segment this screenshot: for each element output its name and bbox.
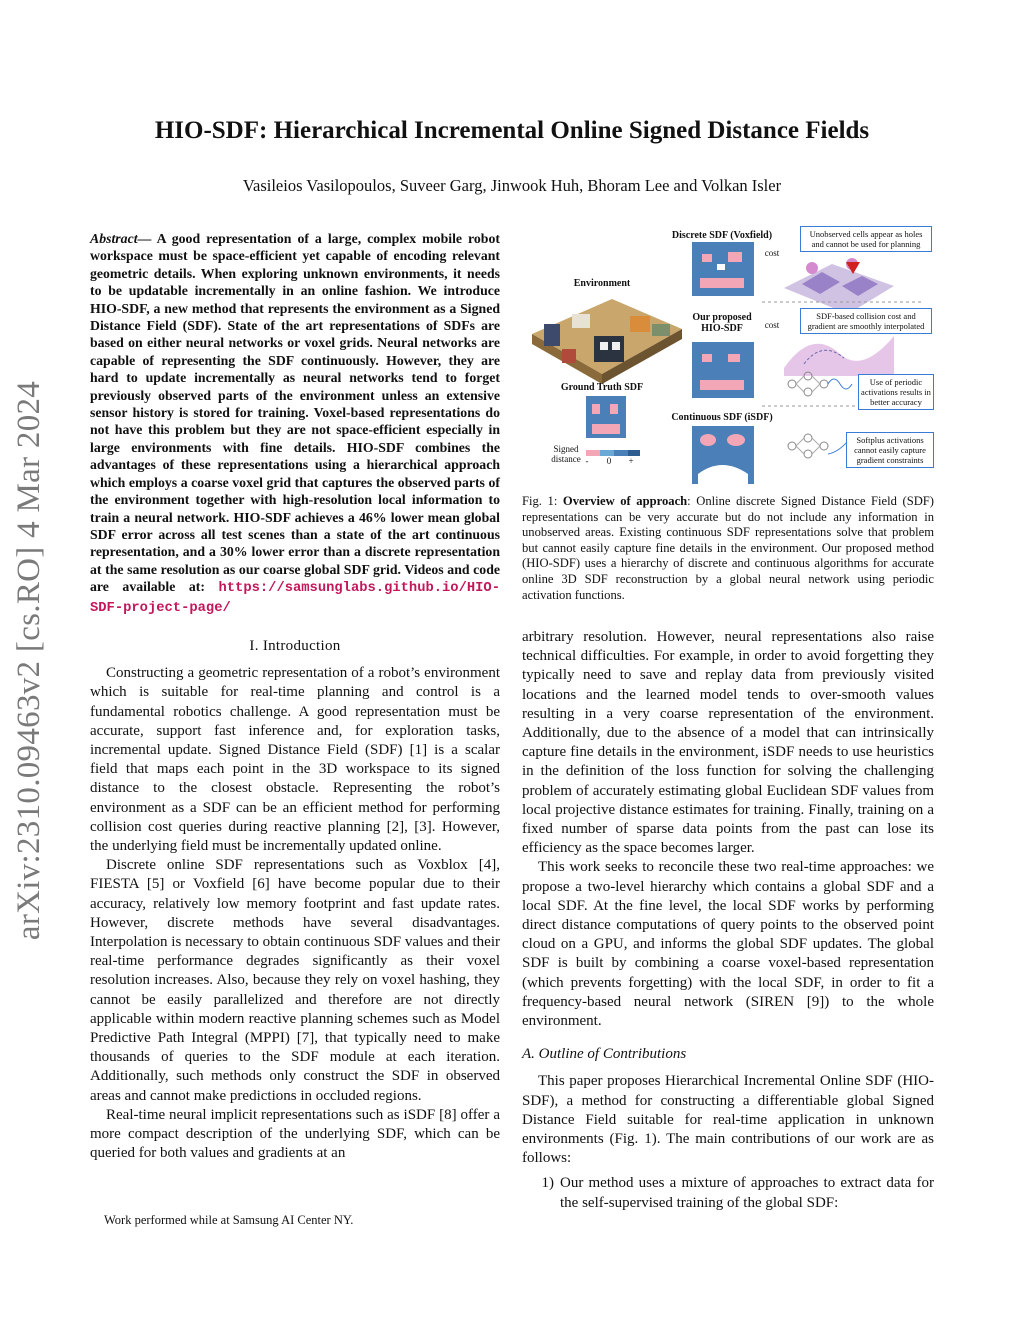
discrete-sdf-map (692, 242, 754, 296)
abstract (90, 230, 500, 617)
figure-caption (522, 494, 934, 603)
label-cost-1: cost (764, 248, 780, 258)
cost-surface-proposed (784, 336, 894, 376)
network-diagram-softplus (788, 434, 852, 458)
intro-paragraph-4: arbitrary resolution. However, neural representations also raise technical difficulties. For example, in order to avoid forgetting they typically need to save and replay data from previously visited locations and the learned model tends to over-smooth values resulting in a very coarse representation of the environment. Additionally, due to the absence of a model that can intrinsically capture fine details in the environment, iSDF needs to use heuristics in the definition of the loss function for solving the challenging problem of accurately estimating global Euclidean SDF values from local projective distance estimates for training. Finally, training on a fixed number of sparse data points from the past can lose its efficiency as the space becomes larger. (522, 629, 934, 857)
note-unobserved-cells: Unobserved cells appear as holes and cannot be used for planning (800, 226, 932, 252)
label-environment: Environment (573, 278, 631, 289)
caption-text: : Online discrete Signed Distance Field (SDF) representations can be very accurate but do not include any information in unobserved areas. Existing continuous SDF representations solve that problem but cannot easily capture fine details in the environment. Our proposed method (HIO-SDF) uses a hierarchy of discrete and continuous algorithms for accurate online 3D SDF reconstruction by a global neural network using periodic activation functions. (522, 494, 934, 602)
note-softplus-activations: Softplus activations cannot easily capture gradient constraints (846, 432, 934, 468)
author-list: Vasileios Vasilopoulos, Suveer Garg, Jinwook Huh, Bhoram Lee and Volkan Isler (242, 176, 782, 195)
section-heading-introduction: I. Introduction (249, 637, 341, 654)
colorbar-minus: - (585, 456, 589, 466)
contributions-paragraph: This paper proposes Hierarchical Incremental Online SDF (HIO-SDF), a method for constructing a differentiable global Signed Distance Field suitable for real-time application in unknown environments (Fig. 1). The main contributions of our work are as follows: (522, 1073, 934, 1167)
contribution-item-1 (522, 1174, 934, 1212)
project-link[interactable]: https://samsunglabs.github.io/HIO-SDF-project-page/ (90, 581, 500, 616)
proposed-sdf-map (692, 342, 754, 398)
footnote: Work performed while at Samsung AI Center NY. (104, 1213, 354, 1227)
label-signed-distance: Signed distance (551, 444, 581, 464)
figure-1 (522, 224, 934, 486)
subsection-heading-contributions: A. Outline of Contributions (522, 1046, 687, 1063)
label-cost-2: cost (764, 320, 780, 330)
note-periodic-activations: Use of periodic activations results in better accuracy (858, 374, 934, 410)
label-continuous-sdf: Continuous SDF (iSDF) (671, 412, 773, 423)
contribution-item-text: Our method uses a mixture of approaches to extract data for the self-supervised training of the global SDF: (560, 1175, 934, 1211)
continuous-sdf-map (692, 426, 754, 484)
caption-bold: Overview of approach (562, 494, 688, 508)
contribution-item-number: 1) (541, 1175, 554, 1192)
colorbar-zero: 0 (606, 456, 612, 466)
colorbar-plus: + (628, 456, 634, 466)
abstract-label: Abstract (90, 231, 138, 246)
cost-surface-discrete (784, 258, 894, 314)
intro-paragraph-3: Real-time neural implicit representations such as iSDF [8] offer a more compact description of the underlying SDF, which can be queried for both values and gradients at an (90, 1106, 500, 1162)
intro-paragraph-1: Constructing a geometric representation of a robot’s environment which is suitable for real-time planning and control is a fundamental robotics challenge. A good representation must be accurate, support fast inference and, for exploration tasks, incremental update. Signed Distance Field (SDF) [1] is a scalar field that maps each point in the 3D workspace to its signed distance to the closest obstacle. Representing the robot’s environment as a SDF can be an efficient method for performing collision cost queries during reactive planning [2], [3]. However, the underlying field must be incrementally updated online. (90, 665, 500, 854)
arxiv-stamp (5, 360, 55, 960)
label-ground-truth: Ground Truth SDF (560, 382, 644, 393)
label-discrete-sdf: Discrete SDF (Voxfield) (671, 230, 773, 241)
note-smooth-cost: SDF-based collision cost and gradient are smoothly interpolated (800, 308, 932, 334)
right-column (522, 628, 934, 1213)
left-column (90, 230, 500, 1163)
label-proposed: Our proposed HIO-SDF (692, 312, 752, 334)
ground-truth-sdf (586, 396, 626, 438)
intro-paragraph-2: Discrete online SDF representations such as Voxblox [4], FIESTA [5] or Voxfield [6] have become popular due to their accuracy, relatively low memory footprint and fast update rates. However, discrete methods have several disadvantages. Interpolation is necessary to obtain continuous SDF values and their real-time performance degrades significantly as their voxel resolution increases. Also, because they rely on voxel hashing, they cannot be easily parallelized and therefore are not directly applicable within modern reactive planning schemes such as Model Predictive Path Integral (MPPI) [7], that typically need to make thousands of queries to the SDF module at each iteration. Additionally, such methods only construct the SDF in observed areas and cannot make predictions in occluded regions. (90, 857, 500, 1104)
paper-title: HIO-SDF: Hierarchical Incremental Online Signed Distance Fields (154, 117, 870, 144)
abstract-dash: — (137, 231, 157, 246)
abstract-text: A good representation of a large, complex mobile robot workspace must be space-efficient yet capable of encoding relevant geometric details. When exploring unknown environments, it needs to be updatable incrementally in an online fashion. We introduce HIO-SDF, a new method that represents the environment as a Signed Distance Field (SDF). State of the art representations of SDFs are based on either neural networks or voxel grids. Neural networks are capable of representing the SDF continuously. However, they are hard to update incrementally as neural networks tend to forget previously observed parts of the environment unless an extensive sensor history is stored for training. Voxel-based representations do not have this problem but they are not space-efficient especially in large environments with fine details. HIO-SDF combines the advantages of these representations using a hierarchical approach which employs a coarse voxel grid that captures the observed parts of the environment together with high-resolution local information to train a neural network. HIO-SDF achieves a 46% lower mean global SDF error across all test scenes than a state of the art continuous representation, and a 30% lower error than a discrete representation at the same resolution as our coarse global SDF grid. Videos and code are available at: (90, 231, 500, 595)
intro-paragraph-5: This work seeks to reconcile these two real-time approaches: we propose a two-level hierarchy which contains a global SDF and a local SDF. At the fine level, the local SDF works by performing direct distance computations of query points to the observed point cloud on a GPU, and informs the global SDF updates. The global SDF is built by combining a coarse voxel-based representation (which prevents forgetting) with the local SDF, in order to fit a frequency-based neural network (SIREN [9]) to the whole environment. (522, 859, 934, 1030)
caption-label: Fig. 1: (522, 494, 563, 508)
arxiv-stamp-text: arXiv:2310.09463v2 [cs.RO] 4 Mar 2024 (11, 380, 48, 940)
environment-render (532, 299, 682, 384)
